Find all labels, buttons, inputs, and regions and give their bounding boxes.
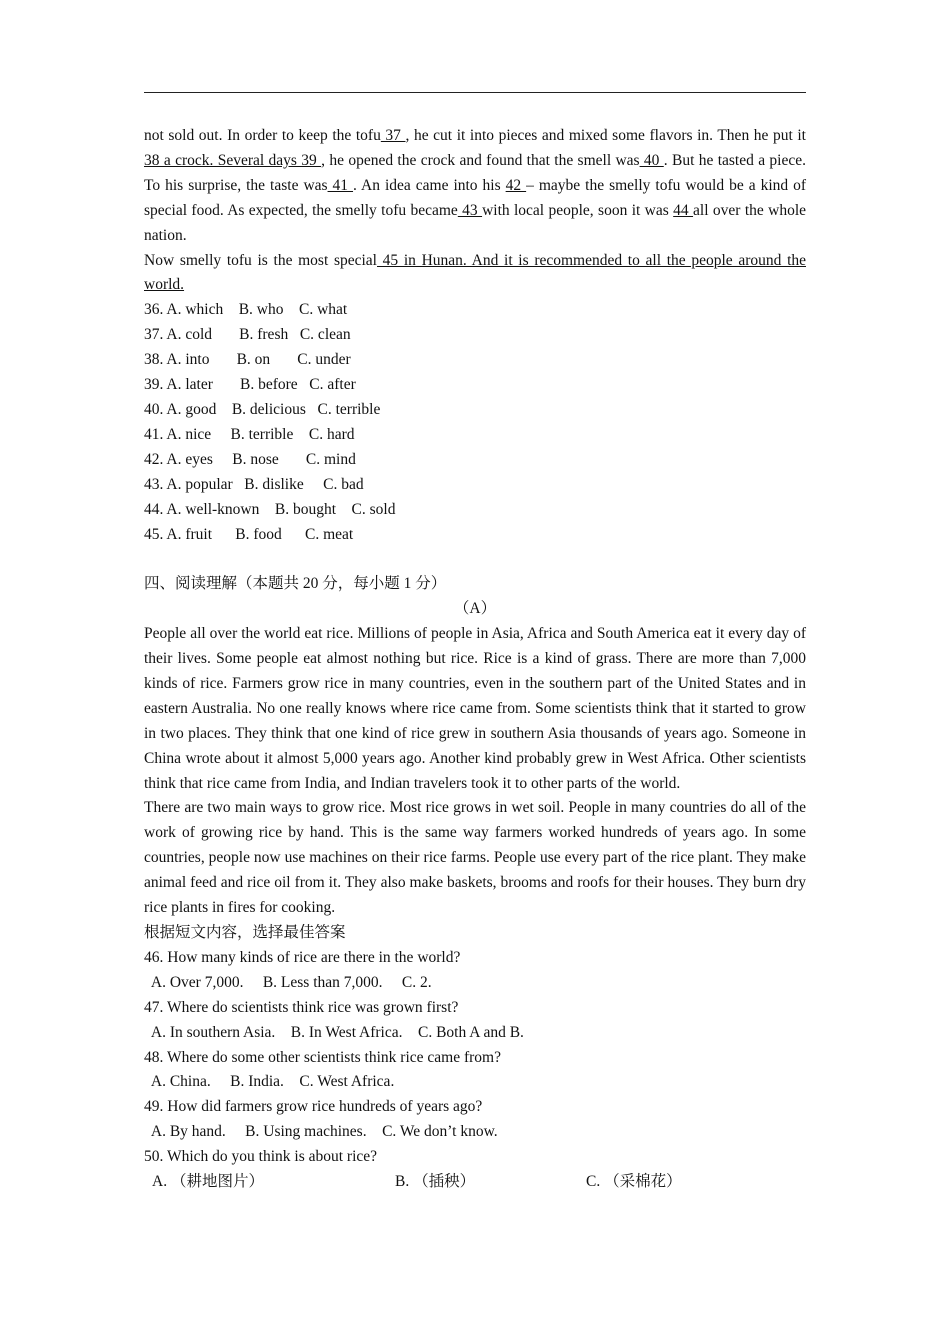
blank-41: 41 [327,176,354,194]
option-b: B. （插秧） [395,1173,476,1191]
blank-44: 44 [673,201,694,219]
question-text: 46. How many kinds of rice are there in the world? [144,948,461,966]
question-text: 47. Where do scientists think rice was grown first? [144,998,459,1016]
cloze-options-list [144,298,806,547]
question-text: 49. How did farmers grow rice hundreds of years ago? [144,1098,483,1116]
text-run: with local people, soon it was [482,201,674,219]
reading-paragraph-2: There are two main ways to grow rice. Most rice grows in wet soil. People in many countries do all of the work of growing rice by hand. This is the same way farmers worked hundreds of years ago. In some countries, people now use machines on their rice farms. People use every part of the rice plant. They make animal feed and rice oil from it. They also make baskets, brooms and roofs for their houses. They burn dry rice plants in fires for cooking. [144,799,806,917]
cloze-paragraph-1 [144,124,806,249]
instruction-text: 根据短文内容，选择最佳答案 [144,923,346,941]
option-c: C. （采棉花） [586,1173,682,1191]
question-text: 48. Where do some other scientists think rice came from? [144,1048,501,1066]
question-options [144,1170,806,1195]
option-line-40: 40. A. good B. delicious C. terrible [144,400,381,418]
section-title: 四、阅读理解（本题共 20 分，每小题 1 分） [144,575,447,593]
blank-37: 37 [380,127,406,144]
option-a: A. （耕地图片） [152,1173,264,1191]
spacer [144,547,806,572]
text-run: . But he tasted a piece. To his surprise, the taste was [144,151,806,194]
question-options: A. By hand. B. Using machines. C. We don’t know. [144,1123,498,1141]
question-options: A. Over 7,000. B. Less than 7,000. C. 2. [144,973,432,991]
text-run: . An idea came into his [353,176,506,194]
text-run: , he opened the crock and found that the smell was [321,151,640,169]
option-line-39: 39. A. later B. before C. after [144,376,356,394]
question-49 [144,1095,806,1145]
blank-38-39: 38 a crock. Several days 39 [144,151,322,169]
blank-43: 43 [457,201,483,219]
question-50 [144,1145,806,1195]
option-line-44: 44. A. well-known B. bought C. sold [144,500,396,518]
blank-42: 42 [505,176,527,194]
question-options: A. China. B. India. C. West Africa. [144,1073,395,1091]
option-line-37: 37. A. cold B. fresh C. clean [144,326,351,344]
blank-45: 45 in Hunan. And it is recommended to all the people around the world. [144,251,806,294]
question-47 [144,996,806,1046]
text-run: not sold out. In order to keep the tofu [144,127,381,144]
header-rule [144,92,806,93]
passage-label: （A） [453,600,497,618]
question-46 [144,946,806,996]
text-run: Now smelly tofu is the most special [144,251,377,269]
document-page [144,124,806,1195]
cloze-paragraph-2 [144,249,806,299]
text-run: all over the whole nation. [144,201,807,244]
option-line-43: 43. A. popular B. dislike C. bad [144,475,364,493]
option-line-38: 38. A. into B. on C. under [144,351,351,369]
option-line-41: 41. A. nice B. terrible C. hard [144,425,355,443]
option-line-42: 42. A. eyes B. nose C. mind [144,450,356,468]
question-48 [144,1046,806,1096]
text-run: – maybe the smelly tofu would be a kind of special food. As expected, the smelly tofu became [144,176,807,219]
blank-40: 40 [639,151,664,169]
reading-paragraph-1: People all over the world eat rice. Millions of people in Asia, Africa and South America eat it every day of their lives. Some people eat almost nothing but rice. Rice is a kind of grass. There are more than 7,000 kinds of rice. Farmers grow rice in many countries, even in the southern part of the United States and in eastern Australia. No one really knows where rice came from. Some scientists think that it started to grow in two places. They think that one kind of rice grew in southern Asia thousands of years ago. Someone in China wrote about it almost 5,000 years ago. Another kind probably grew in West Africa. Other scientists think that rice came from India, and Indian travelers took it to other parts of the world. [144,625,806,792]
question-options: A. In southern Asia. B. In West Africa. C. Both A and B. [144,1023,524,1041]
option-line-36: 36. A. which B. who C. what [144,301,348,319]
text-run: , he cut it into pieces and mixed some flavors in. Then he put it [405,127,806,144]
question-text: 50. Which do you think is about rice? [144,1148,378,1166]
option-line-45: 45. A. fruit B. food C. meat [144,525,354,543]
